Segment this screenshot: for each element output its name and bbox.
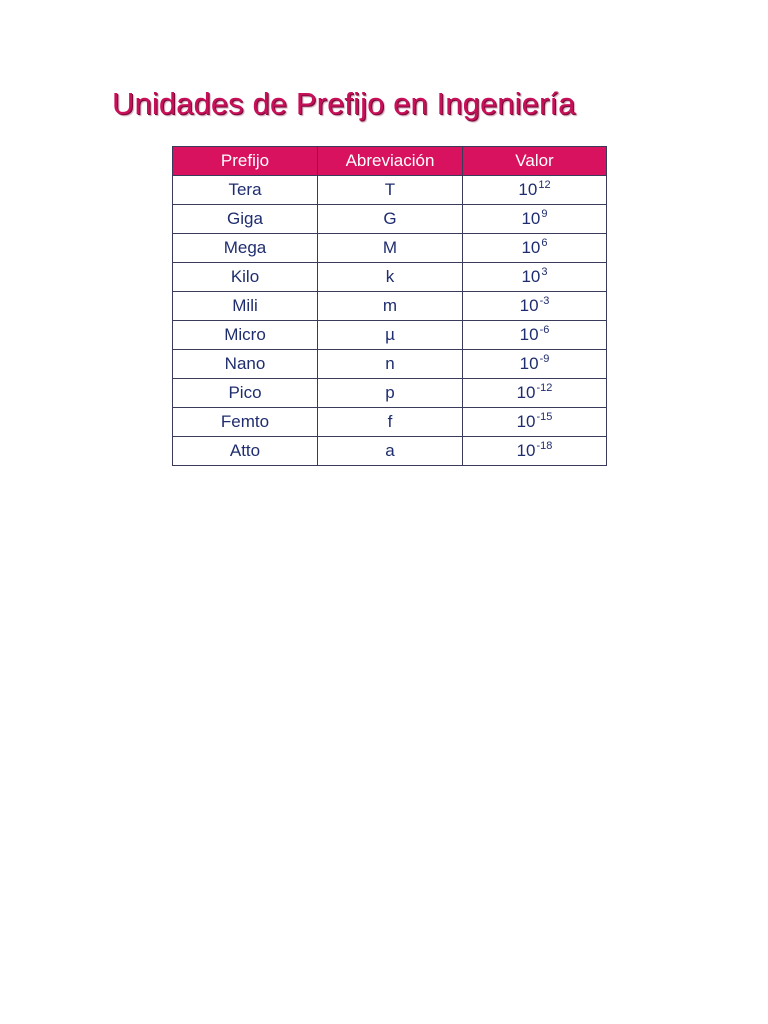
cell-prefix: Mega xyxy=(173,234,318,263)
cell-prefix: Pico xyxy=(173,379,318,408)
table-row xyxy=(173,321,607,350)
cell-prefix: Tera xyxy=(173,176,318,205)
column-header-abreviacion: Abreviación xyxy=(318,147,463,176)
table-row xyxy=(173,408,607,437)
cell-value xyxy=(463,292,607,321)
column-header-prefijo: Prefijo xyxy=(173,147,318,176)
table-row xyxy=(173,292,607,321)
value-base: 10 xyxy=(519,325,539,344)
cell-abbreviation: M xyxy=(318,234,463,263)
cell-abbreviation: T xyxy=(318,176,463,205)
cell-abbreviation: a xyxy=(318,437,463,466)
cell-abbreviation: µ xyxy=(318,321,463,350)
table-row xyxy=(173,350,607,379)
cell-value xyxy=(463,379,607,408)
table-row xyxy=(173,205,607,234)
cell-abbreviation: m xyxy=(318,292,463,321)
value-exponent: 12 xyxy=(538,179,551,192)
cell-prefix: Femto xyxy=(173,408,318,437)
value-exponent: -12 xyxy=(536,382,553,395)
cell-value xyxy=(463,205,607,234)
page-title: Unidades de Prefijo en Ingeniería xyxy=(112,86,576,121)
value-exponent: -9 xyxy=(539,353,550,366)
cell-abbreviation: n xyxy=(318,350,463,379)
value-base: 10 xyxy=(519,354,539,373)
table-row xyxy=(173,234,607,263)
cell-value xyxy=(463,263,607,292)
cell-value xyxy=(463,234,607,263)
value-exponent: 9 xyxy=(541,208,548,221)
value-base: 10 xyxy=(521,209,541,228)
value-base: 10 xyxy=(519,296,539,315)
table-header-row xyxy=(173,147,607,176)
cell-prefix: Kilo xyxy=(173,263,318,292)
table-row xyxy=(173,263,607,292)
value-base: 10 xyxy=(516,383,536,402)
value-exponent: 3 xyxy=(541,266,548,279)
cell-abbreviation: G xyxy=(318,205,463,234)
value-base: 10 xyxy=(521,267,541,286)
cell-prefix: Atto xyxy=(173,437,318,466)
table-row xyxy=(173,176,607,205)
cell-prefix: Mili xyxy=(173,292,318,321)
cell-value xyxy=(463,350,607,379)
value-base: 10 xyxy=(518,180,538,199)
cell-prefix: Nano xyxy=(173,350,318,379)
value-base: 10 xyxy=(521,238,541,257)
prefix-table xyxy=(172,146,607,466)
value-exponent: -3 xyxy=(539,295,550,308)
cell-value xyxy=(463,176,607,205)
value-exponent: -15 xyxy=(536,411,553,424)
cell-value xyxy=(463,437,607,466)
value-base: 10 xyxy=(516,412,536,431)
value-exponent: -6 xyxy=(539,324,550,337)
cell-abbreviation: p xyxy=(318,379,463,408)
table-row xyxy=(173,437,607,466)
cell-abbreviation: k xyxy=(318,263,463,292)
cell-value xyxy=(463,408,607,437)
cell-prefix: Giga xyxy=(173,205,318,234)
value-exponent: -18 xyxy=(536,440,553,453)
table-row xyxy=(173,379,607,408)
column-header-valor: Valor xyxy=(463,147,607,176)
cell-prefix: Micro xyxy=(173,321,318,350)
cell-abbreviation: f xyxy=(318,408,463,437)
value-exponent: 6 xyxy=(541,237,548,250)
cell-value xyxy=(463,321,607,350)
value-base: 10 xyxy=(516,441,536,460)
